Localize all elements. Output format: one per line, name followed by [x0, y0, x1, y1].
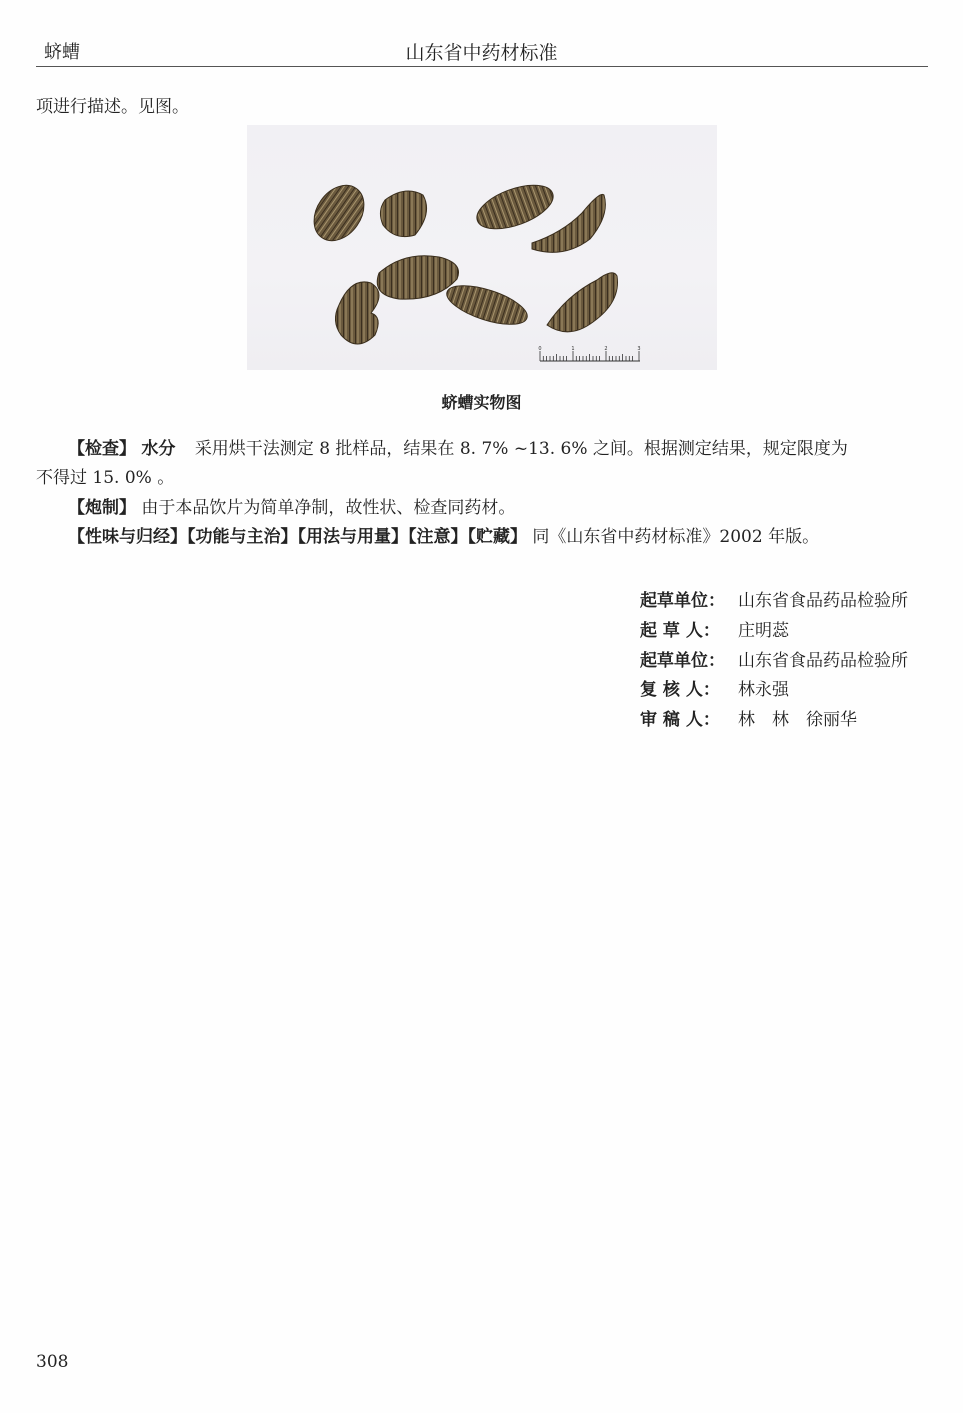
processing-title: 【炮制】 — [68, 498, 136, 518]
signature-label: 复 核 人： — [640, 680, 720, 700]
specimen-photo — [247, 125, 717, 370]
processing-text: 由于本品饮片为简单净制，故性状、检查同药材。 — [141, 498, 516, 518]
header-rule — [36, 66, 928, 67]
signature-value: 林 林 徐丽华 — [738, 710, 857, 730]
signature-row — [640, 705, 857, 730]
others-text: 同《山东省中药材标准》2002 年版。 — [532, 527, 820, 547]
signature-value: 山东省食品药品检验所 — [738, 651, 908, 671]
running-header-title: 山东省中药材标准 — [405, 42, 558, 64]
scale-ruler — [538, 346, 640, 361]
signature-row — [640, 616, 789, 641]
processing-paragraph — [68, 498, 515, 518]
specimen-illustration — [247, 125, 717, 370]
inspection-subtitle: 水分 — [141, 439, 176, 459]
ruler-tick-0: 0 — [538, 346, 542, 352]
signature-label: 起草单位： — [640, 651, 725, 671]
ruler-tick-2: 2 — [604, 346, 608, 352]
grub-specimens — [304, 176, 618, 344]
signature-value: 庄明蕊 — [738, 621, 789, 641]
page-number: 308 — [36, 1352, 69, 1372]
ruler-tick-1: 1 — [571, 346, 575, 352]
signature-row — [640, 675, 789, 700]
signature-row — [640, 586, 908, 611]
others-paragraph — [68, 527, 819, 547]
inspection-text-continued: 不得过 15. 0% 。 — [36, 468, 175, 488]
intro-text: 项进行描述。见图。 — [36, 97, 189, 117]
others-titles: 【性味与归经】【功能与主治】【用法与用量】【注意】【贮藏】 — [68, 527, 527, 547]
ruler-tick-3: 3 — [637, 346, 641, 352]
inspection-paragraph — [68, 439, 848, 459]
inspection-text: 采用烘干法测定 8 批样品，结果在 8. 7% ~13. 6% 之间。根据测定结果，规定限度为 — [194, 439, 848, 459]
signature-label: 审 稿 人： — [640, 710, 720, 730]
signature-label: 起 草 人： — [640, 621, 720, 641]
figure-caption: 蛴螬实物图 — [441, 393, 522, 412]
inspection-title: 【检查】 — [68, 439, 136, 459]
running-header-left: 蛴螬 — [44, 42, 80, 63]
signature-value: 山东省食品药品检验所 — [738, 591, 908, 611]
signature-label: 起草单位： — [640, 591, 725, 611]
signature-value: 林永强 — [738, 680, 789, 700]
signature-row — [640, 646, 908, 671]
